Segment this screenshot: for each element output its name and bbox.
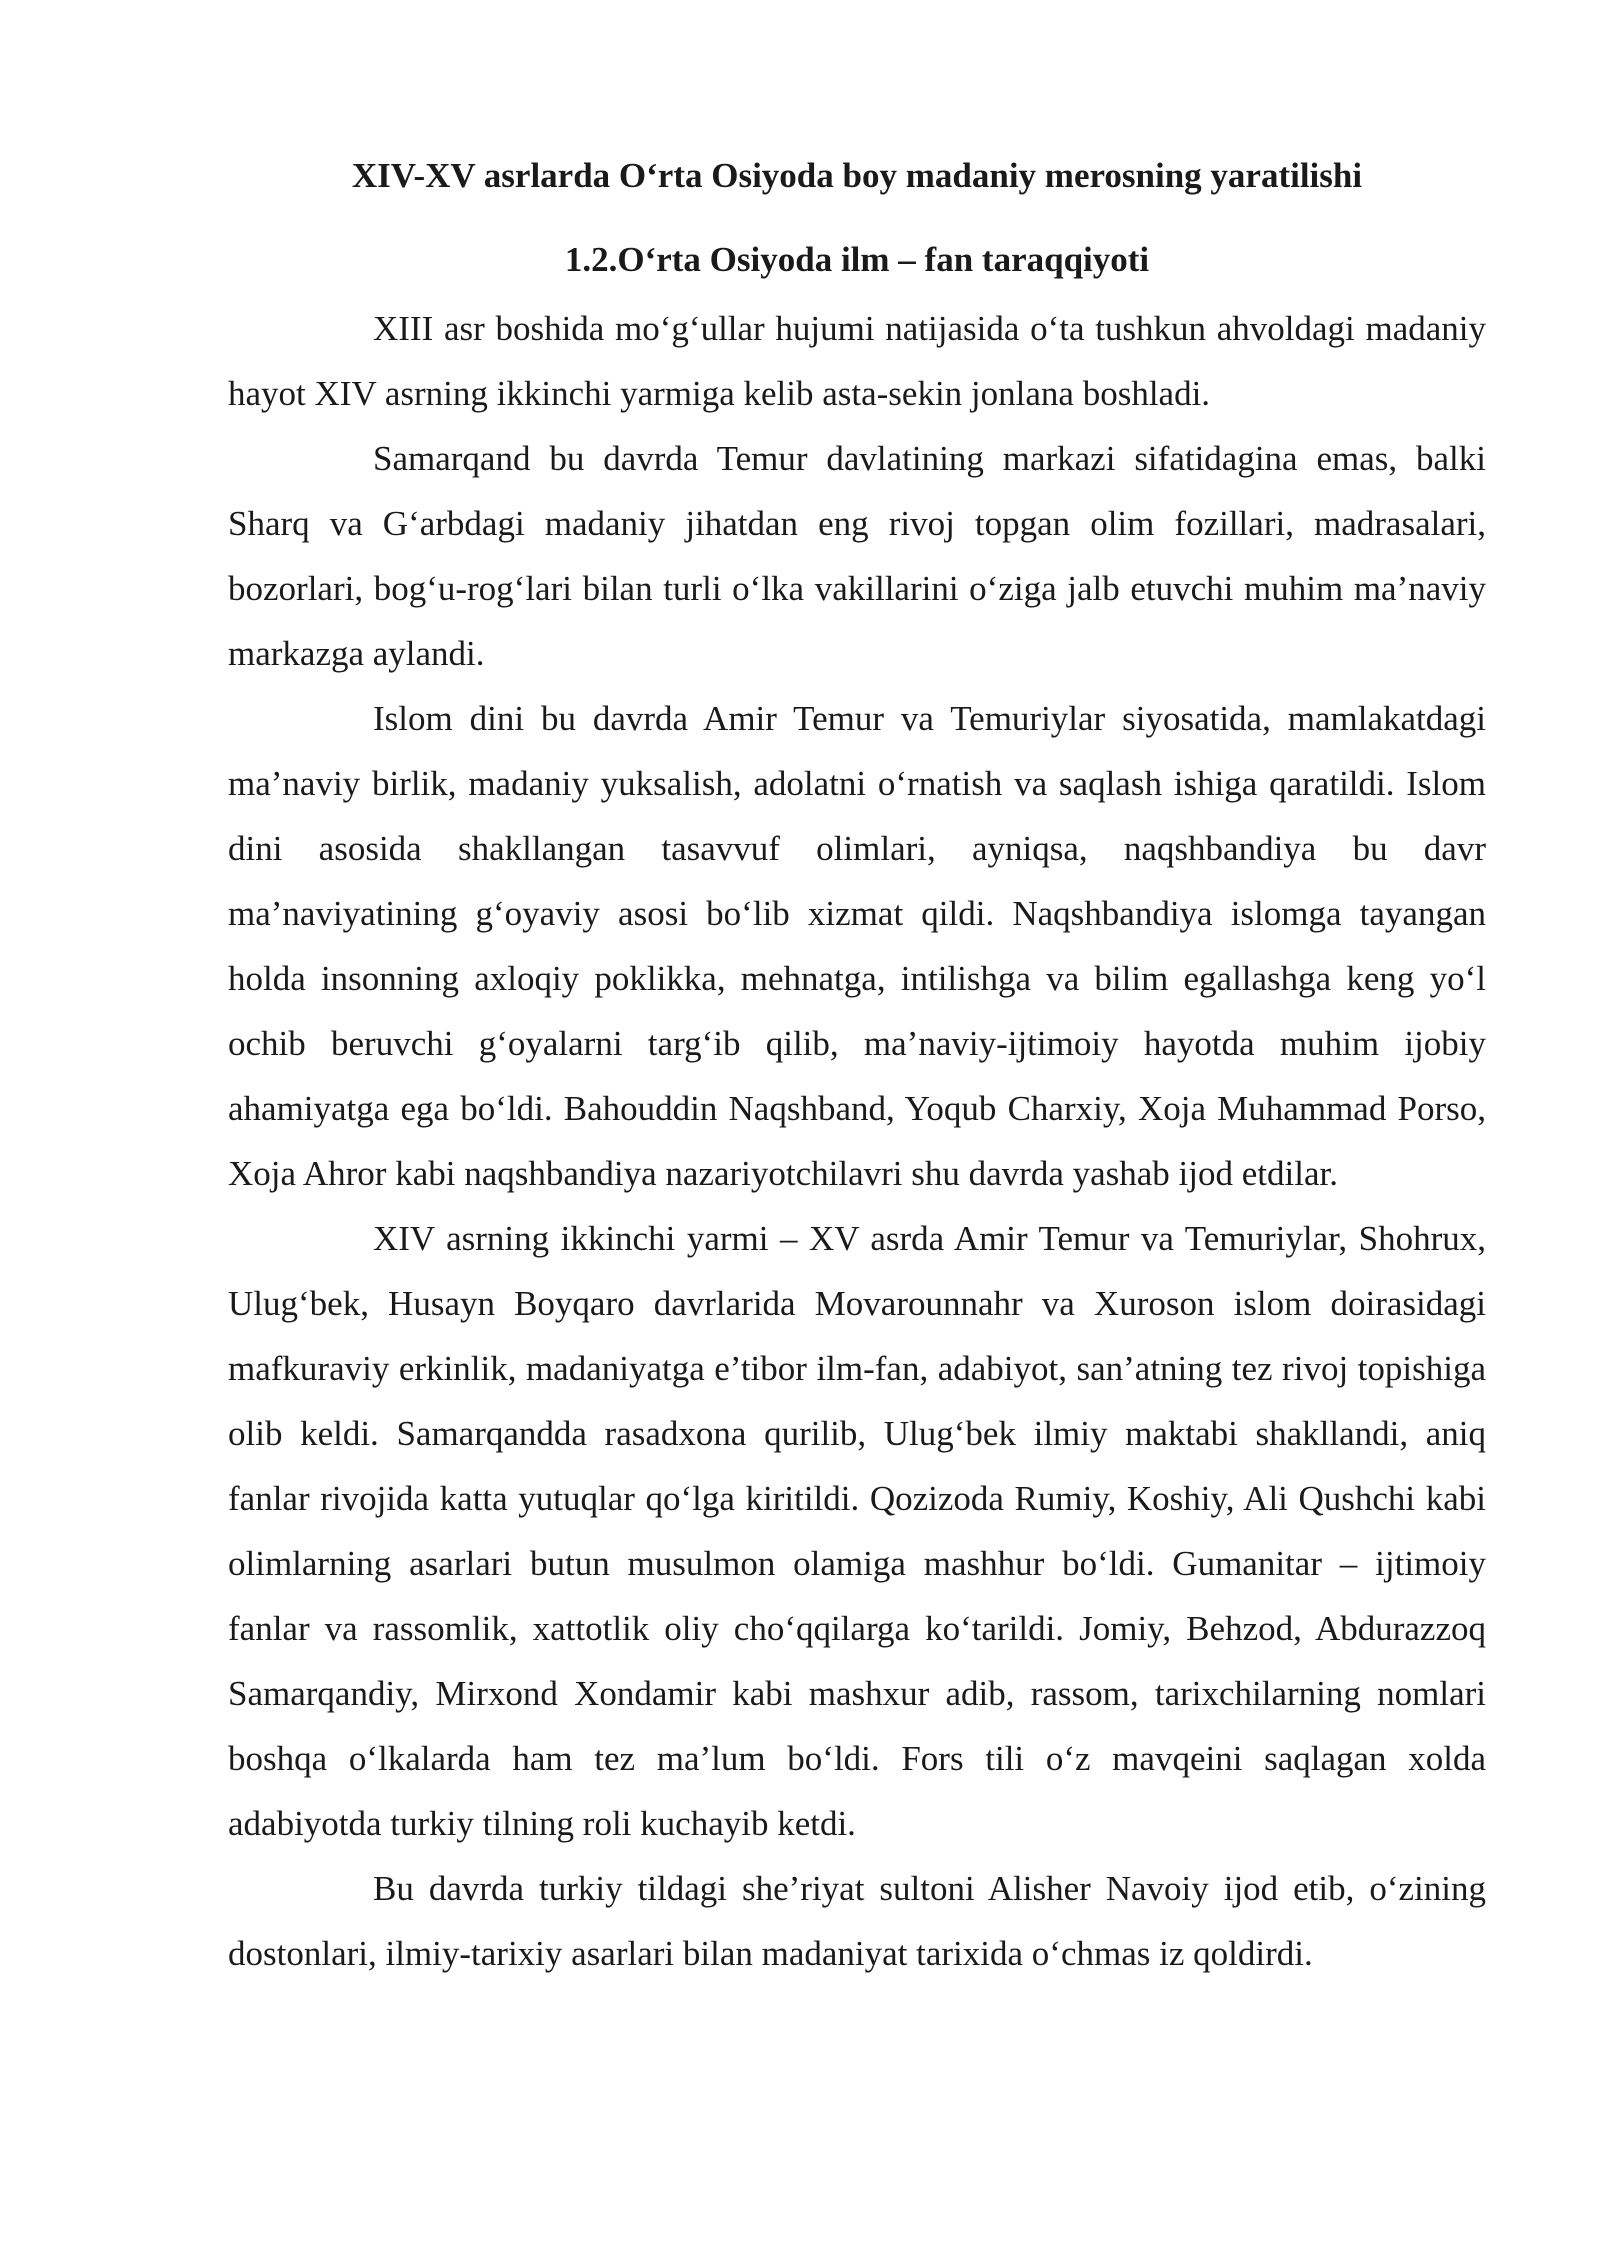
section-heading: 1.2.O‘rta Osiyoda ilm – fan taraqqiyoti [564,240,1150,279]
paragraph: XIV asrning ikkinchi yarmi – XV asrda Amir Temur va Temuriylar, Shohrux, Ulug‘bek, Husayn Boyqaro davrlarida Movarounnahr va Xuroson islom doirasidagi mafkuraviy erkinlik, madaniyatga e’tibor ilm-fan, adabiyot, san’atning tez rivoj topishiga olib keldi. Samarqandda rasadxona qurilib, Ulug‘bek ilmiy maktabi shakllandi, aniq fanlar rivojida katta yutuqlar qo‘lga kiritildi. Qozizoda Rumiy, Koshiy, Ali Qushchi kabi olimlarning asarlari butun musulmon olamiga mashhur bo‘ldi. Gumanitar – ijtimoiy fanlar va rassomlik, xattotlik oliy cho‘qqilarga ko‘tarildi. Jomiy, Behzod, Abdurazzoq Samarqandiy, Mirxond Xondamir kabi mashxur adib, rassom, tarixchilarning nomlari boshqa o‘lkalarda ham tez ma’lum bo‘ldi. Fors tili o‘z mavqeini saqlagan xolda adabiyotda turkiy tilning roli kuchayib ketdi. [228,1219,1486,1843]
paragraph: Samarqand bu davrda Temur davlatining markazi sifatidagina emas, balki Sharq va G‘arbdagi madaniy jihatdan eng rivoj topgan olim fozillari, madrasalari, bozorlari, bog‘u-rog‘lari bilan turli o‘lka vakillarini o‘ziga jalb etuvchi muhim ma’naviy markazga aylandi. [228,439,1486,673]
document-title: XIV-XV asrlarda O‘rta Osiyoda boy madaniy merosning yaratilishi [351,156,1363,195]
paragraph: XIII asr boshida mo‘g‘ullar hujumi natijasida o‘ta tushkun ahvoldagi madaniy hayot XIV asrning ikkinchi yarmiga kelib asta-sekin jonlana boshladi. [228,309,1486,413]
paragraph: Bu davrda turkiy tildagi she’riyat sultoni Alisher Navoiy ijod etib, o‘zining dostonlari, ilmiy-tarixiy asarlari bilan madaniyat tarixida o‘chmas iz qoldirdi. [228,1869,1486,1973]
document-page [228,148,1486,1986]
paragraph: Islom dini bu davrda Amir Temur va Temuriylar siyosatida, mamlakatdagi ma’naviy birlik, madaniy yuksalish, adolatni o‘rnatish va saqlash ishiga qaratildi. Islom dini asosida shakllangan tasavvuf olimlari, ayniqsa, naqshbandiya bu davr ma’naviyatining g‘oyaviy asosi bo‘lib xizmat qildi. Naqshbandiya islomga tayangan holda insonning axloqiy poklikka, mehnatga, intilishga va bilim egallashga keng yo‘l ochib beruvchi g‘oyalarni targ‘ib qilib, ma’naviy-ijtimoiy hayotda muhim ijobiy ahamiyatga ega bo‘ldi. Bahouddin Naqshband, Yoqub Charxiy, Xoja Muhammad Porso, Xoja Ahror kabi naqshbandiya nazariyotchilavri shu davrda yashab ijod etdilar. [228,699,1486,1193]
